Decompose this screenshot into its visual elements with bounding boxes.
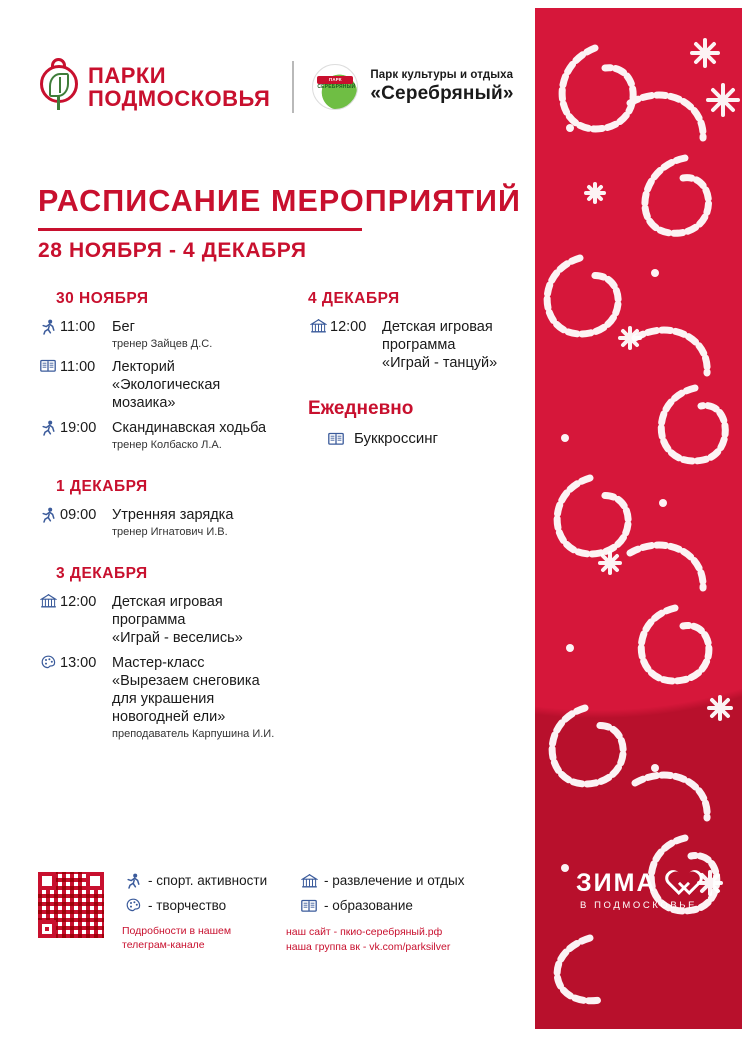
legend-item — [122, 872, 298, 889]
event-time: 12:00 — [330, 319, 367, 335]
event-instructor: тренер Колбаско Л.А. — [112, 439, 222, 451]
carousel-icon — [308, 318, 328, 334]
day-title: 4 ДЕКАБРЯ — [308, 290, 400, 307]
brand-line1: ПАРКИ — [88, 62, 167, 88]
event-instructor: преподаватель Карпушина И.И. — [112, 728, 275, 740]
winter-line2: В ПОДМОСКОВЬЕ — [579, 900, 698, 911]
park-badge-top: ПАРК — [317, 76, 353, 84]
schedule — [38, 290, 518, 767]
event-item — [38, 593, 308, 647]
day-group — [38, 565, 308, 741]
everyday-group — [308, 398, 518, 447]
book-icon — [298, 898, 320, 913]
title-block — [38, 184, 522, 263]
mosaic-pattern — [535, 8, 742, 1029]
day-title: 3 ДЕКАБРЯ — [56, 565, 148, 582]
event-time: 12:00 — [60, 594, 97, 610]
legend — [122, 872, 518, 955]
event-item — [38, 654, 308, 741]
event-time: 11:00 — [60, 359, 96, 375]
carousel-icon — [298, 873, 320, 889]
event-item — [308, 318, 518, 372]
event-time: 13:00 — [60, 655, 97, 671]
date-range: 28 НОЯБРЯ - 4 ДЕКАБРЯ — [38, 238, 307, 262]
legend-label: - развлечение и отдых — [324, 873, 465, 888]
park-silver-logo-icon — [312, 64, 358, 110]
day-title: 30 НОЯБРЯ — [56, 290, 149, 307]
book-icon — [38, 358, 58, 373]
event-title: Бег тренер Зайцев Д.С. — [112, 319, 213, 350]
schedule-column-right — [308, 290, 518, 447]
event-item — [38, 358, 308, 412]
carousel-icon — [38, 593, 58, 609]
winter-campaign-mark — [544, 867, 734, 911]
heart-icon — [667, 867, 701, 897]
event-title: Мастер-класс «Вырезаем снеговика для украшения новогодней ели» преподаватель Карпушина И.И. — [112, 655, 275, 740]
decorative-panel — [527, 0, 750, 1037]
park-caption: Парк культуры и отдыха — [370, 68, 514, 81]
palette-icon — [122, 897, 144, 913]
winter-line1: ЗИМА — [576, 869, 657, 897]
legend-grid — [122, 872, 518, 913]
event-item — [38, 318, 308, 351]
event-time: 11:00 — [60, 319, 96, 335]
qr-code-icon[interactable] — [38, 872, 104, 938]
brand-parki-podmoskovya — [38, 58, 270, 116]
page-title: РАСПИСАНИЕ МЕРОПРИЯТИЙ — [38, 184, 522, 218]
park-badge-name: СЕРЕБРЯНЫЙ — [317, 83, 356, 90]
legend-label: - образование — [324, 897, 413, 913]
day-group — [38, 478, 308, 539]
runner-icon — [38, 506, 58, 523]
everyday-label: Буккроссинг — [354, 430, 438, 447]
legend-label: - творчество — [148, 897, 227, 913]
telegram-note: Подробности в нашем телеграм-канале — [122, 925, 232, 951]
brand-text — [88, 64, 270, 111]
park-bauble-leaf-logo-icon — [38, 58, 80, 116]
event-time: 19:00 — [60, 420, 97, 436]
runner-icon — [38, 318, 58, 335]
runner-icon — [122, 872, 144, 889]
everyday-item — [326, 430, 518, 447]
brand-line2: ПОДМОСКОВЬЯ — [88, 86, 271, 111]
header — [38, 58, 518, 116]
event-time: 09:00 — [60, 507, 97, 523]
event-instructor: тренер Зайцев Д.С. — [112, 338, 213, 350]
title-rule — [38, 228, 362, 231]
event-title: Детская игровая программа «Играй - танцуй» — [382, 319, 498, 371]
legend-label: - спорт. активности — [148, 873, 268, 888]
event-title: Утренняя зарядка тренер Игнатович И.В. — [112, 507, 234, 538]
runner-icon — [38, 419, 58, 436]
legend-item — [122, 897, 298, 913]
schedule-column-left — [38, 290, 308, 767]
day-title: 1 ДЕКАБРЯ — [56, 478, 148, 495]
event-item — [38, 419, 308, 452]
footer — [38, 872, 518, 955]
park-title: «Серебряный» — [370, 82, 514, 104]
event-item — [38, 506, 308, 539]
event-title: Лекторий «Экологическая мозаика» — [112, 359, 221, 411]
everyday-title: Ежедневно — [308, 398, 414, 419]
legend-item — [298, 897, 518, 913]
day-group — [38, 290, 308, 452]
event-instructor: тренер Игнатович И.В. — [112, 526, 228, 538]
site-note: наш сайт - пкио-серебряный.рф наша группа вк - vk.com/parksilver — [286, 926, 451, 954]
palette-icon — [38, 654, 58, 670]
event-title: Скандинавская ходьба тренер Колбаско Л.А. — [112, 420, 267, 451]
day-group — [308, 290, 518, 372]
footer-notes — [122, 925, 518, 955]
legend-item — [298, 872, 518, 889]
divider — [292, 61, 294, 113]
book-icon — [326, 431, 346, 446]
event-title: Детская игровая программа «Играй - веселись» — [112, 594, 243, 646]
park-name — [370, 69, 513, 106]
